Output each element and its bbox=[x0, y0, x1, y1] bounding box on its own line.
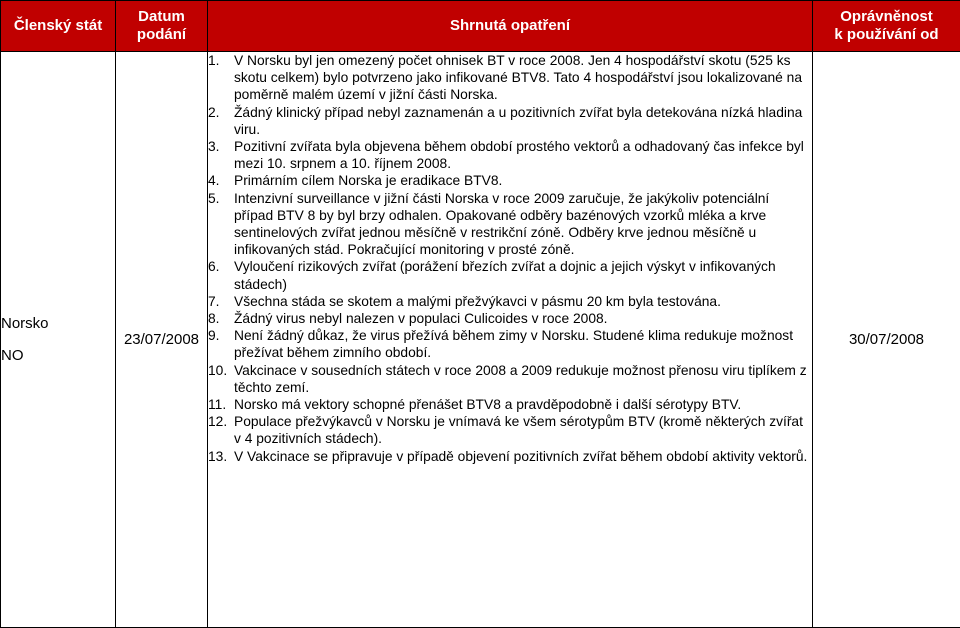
list-item-text: Žádný klinický případ nebyl zaznamenán a u pozitivních zvířat byla detekována nízká hladina viru. bbox=[234, 104, 803, 137]
list-item bbox=[208, 362, 812, 396]
valid-from-date: 30/07/2008 bbox=[848, 331, 925, 348]
list-item-number: 6. bbox=[208, 259, 220, 275]
valid-from-cell bbox=[813, 52, 960, 628]
list-item bbox=[208, 190, 812, 259]
list-item-number: 2. bbox=[208, 104, 220, 120]
list-item-text: Intenzivní surveillance v jižní části Norska v roce 2009 zaručuje, že jakýkoliv potenciální případ BTV 8 by byl brzy odhalen. Opakované odběry bazénových vzorků mléka a krve sentinelových zvířat jednou měsíčně v restrikční zóně. Odběry krve jednou měsíčně u infikovaných stád. Pokračující monitoring v prosté zóně. bbox=[234, 190, 770, 258]
submission-date-cell bbox=[116, 52, 208, 628]
list-item-text: Všechna stáda se skotem a malými přežvýkavci v pásmu 20 km byla testována. bbox=[234, 293, 721, 309]
list-item-text: Vyloučení rizikových zvířat (porážení březích zvířat a dojnic a jejich výskyt v infikovaných stádech) bbox=[234, 259, 776, 292]
summary-measures-cell bbox=[208, 52, 813, 628]
list-item-text: V Vakcinace se připravuje v případě objevení pozitivních zvířat během období aktivity vektorů. bbox=[234, 448, 808, 464]
list-item-text: Žádný virus nebyl nalezen v populaci Culicoides v roce 2008. bbox=[234, 311, 608, 327]
list-item bbox=[208, 310, 812, 327]
header-summary-measures: Shrnutá opatření bbox=[208, 1, 813, 52]
list-item-number: 3. bbox=[208, 139, 220, 155]
list-item bbox=[208, 52, 812, 104]
header-valid-from bbox=[813, 1, 960, 52]
table-row bbox=[1, 52, 960, 628]
header-submission-date bbox=[116, 1, 208, 52]
list-item-number: 9. bbox=[208, 328, 220, 344]
list-item bbox=[208, 327, 812, 361]
list-item bbox=[208, 172, 812, 189]
list-item-number: 13. bbox=[208, 448, 228, 464]
list-item-number: 1. bbox=[208, 53, 220, 68]
list-item-text: Norsko má vektory schopné přenášet BTV8 a pravděpodobně i další sérotypy BTV. bbox=[234, 397, 742, 413]
header-valid-line2: k používání od bbox=[834, 26, 939, 43]
header-row bbox=[1, 1, 960, 52]
list-item-number: 12. bbox=[208, 414, 228, 430]
list-item-number: 5. bbox=[208, 190, 220, 206]
state-name: Norsko bbox=[1, 314, 49, 332]
list-item-text: Vakcinace v sousedních státech v roce 2008 a 2009 redukuje možnost přenosu viru tiplíkem z těchto zemí. bbox=[234, 362, 807, 395]
list-item-number: 11. bbox=[208, 397, 227, 413]
list-item-number: 8. bbox=[208, 311, 220, 327]
list-item bbox=[208, 448, 812, 465]
list-item-number: 7. bbox=[208, 293, 220, 309]
submission-date: 23/07/2008 bbox=[123, 331, 200, 348]
list-item bbox=[208, 413, 812, 447]
header-member-state: Členský stát bbox=[1, 1, 116, 52]
list-item bbox=[208, 258, 812, 292]
list-item-text: Primárním cílem Norska je eradikace BTV8. bbox=[234, 173, 503, 189]
list-item bbox=[208, 293, 812, 310]
list-item-text: Není žádný důkaz, že virus přežívá během zimy v Norsku. Studené klima redukuje možnost přežívat během zimního období. bbox=[234, 328, 794, 361]
member-state-cell bbox=[1, 52, 116, 628]
header-date-line1: Datum bbox=[138, 8, 185, 25]
list-item bbox=[208, 396, 812, 413]
list-item bbox=[208, 138, 812, 172]
list-item bbox=[208, 104, 812, 138]
header-date-line2: podání bbox=[136, 26, 187, 43]
list-item-number: 10. bbox=[208, 362, 228, 378]
list-item-text: V Norsku byl jen omezený počet ohnisek BT v roce 2008. Jen 4 hospodářství skotu (525 ks skotu celkem) bylo potvrzeno jako infikované BTV8. Tato 4 hospodářství jsou lokalizované na poměrně malém území v jižní části Norska. bbox=[234, 53, 803, 103]
list-item-text: Populace přežvýkavců v Norsku je vnímavá ke všem sérotypům BTV (kromě některých zvířat v 4 pozitivních stádech). bbox=[234, 414, 803, 447]
list-item-number: 4. bbox=[208, 173, 220, 189]
measures-list bbox=[208, 52, 812, 465]
list-item-text: Pozitivní zvířata byla objevena během období prostého vektorů a odhadovaný čas infekce byl mezi 10. srpnem a 10. říjnem 2008. bbox=[234, 139, 804, 172]
header-valid-line1: Oprávněnost bbox=[840, 8, 933, 25]
state-code: NO bbox=[1, 346, 24, 364]
